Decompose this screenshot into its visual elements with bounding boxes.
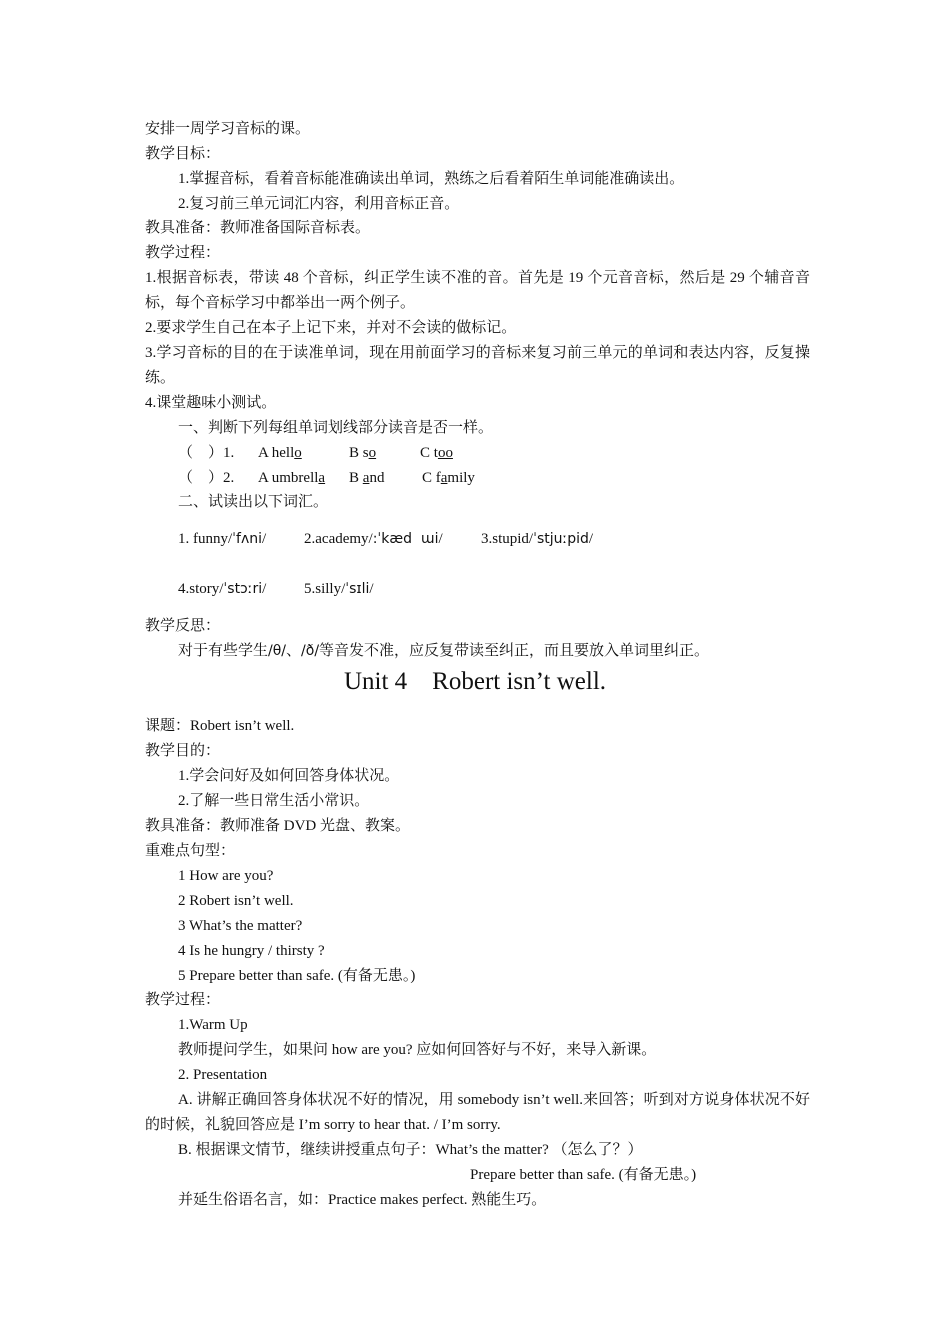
vocab-item: 5.silly/ˈsɪli/	[304, 581, 374, 597]
key-sentence: 4 Is he hungry / thirsty ?	[178, 943, 325, 959]
question-number: （ ）2.	[178, 470, 235, 486]
step-item: 3.学习音标的目的在于读准单词，现在用前面学习的音标来复习前三单元的单词和表达内容，反复操练。	[145, 345, 810, 386]
option-a: A umbrella	[258, 470, 326, 486]
presentation-b: B. 根据课文情节，继续讲授重点句子：What’s the matter? （怎么了？）	[178, 1142, 643, 1158]
unit-title: Unit 4 Robert isn’t well.	[343, 668, 607, 695]
key-sentence: 1 How are you?	[178, 868, 274, 884]
goal-item: 1.学会问好及如何回答身体状况。	[178, 768, 400, 784]
goal-heading: 教学目的：	[145, 743, 221, 759]
presentation-b-line2: Prepare better than safe. (有备无患。)	[470, 1167, 697, 1183]
step-item: 2.要求学生自己在本子上记下来，并对不会读的做标记。	[145, 320, 517, 336]
option-b: B and	[349, 470, 385, 486]
reflection-heading: 教学反思：	[145, 618, 221, 634]
intro-line: 安排一周学习音标的课。	[145, 121, 311, 137]
extend-line: 并延生俗语名言，如：Practice makes perfect. 熟能生巧。	[178, 1192, 547, 1208]
vocab-item: 1. funny/ˈfʌni/	[178, 531, 267, 547]
step-item: 1.根据音标表，带读 48 个音标，纠正学生读不准的音。首先是 19 个元音音标，然后是 29 个辅音音标，每个音标学习中都举出一两个例子。	[145, 270, 810, 311]
vocab-item: 2.academy/:ˈkæd ɯi/	[304, 531, 443, 547]
warmup-title: 1.Warm Up	[178, 1017, 248, 1033]
quiz-question-2	[178, 466, 843, 491]
prep-line: 教具准备：教师准备国际音标表。	[145, 220, 371, 236]
goal-item: 2.了解一些日常生活小常识。	[178, 793, 370, 809]
unit-topic: 课题：Robert isn’t well.	[145, 718, 295, 734]
presentation-title: 2. Presentation	[178, 1067, 268, 1083]
vocab-row	[178, 527, 843, 552]
unit-process-heading: 教学过程：	[145, 992, 221, 1008]
key-heading: 重难点句型：	[145, 843, 236, 859]
quiz-part2-title: 二、试读出以下词汇。	[178, 494, 329, 510]
option-a: A hello	[258, 445, 302, 461]
key-sentence: 5 Prepare better than safe. (有备无患。)	[178, 968, 416, 984]
step-item: 4.课堂趣味小测试。	[145, 395, 277, 411]
quiz-question-1	[178, 441, 843, 466]
process-heading: 教学过程：	[145, 245, 221, 261]
option-c: C too	[420, 445, 453, 461]
objectives-heading: 教学目标：	[145, 146, 221, 162]
presentation-a: A. 讲解正确回答身体状况不好的情况，用 somebody isn’t well.来回答；听到对方说身体状况不好的时候，礼貌回答应是 I’m sorry to hear that. / I’m sorry.	[145, 1092, 810, 1133]
key-sentence: 2 Robert isn’t well.	[178, 893, 294, 909]
question-number: （ ）1.	[178, 445, 235, 461]
option-c: C family	[422, 470, 475, 486]
objective-item: 1.掌握音标，看着音标能准确读出单词，熟练之后看着陌生单词能准确读出。	[178, 171, 685, 187]
unit-prep: 教具准备：教师准备 DVD 光盘、教案。	[145, 818, 410, 834]
vocab-row	[178, 577, 843, 602]
warmup-text: 教师提问学生，如果问 how are you? 应如何回答好与不好，来导入新课。	[178, 1042, 657, 1058]
quiz-part1-title: 一、判断下列每组单词划线部分读音是否一样。	[178, 420, 494, 436]
objective-item: 2.复习前三单元词汇内容，利用音标正音。	[178, 196, 460, 212]
option-b: B so	[349, 445, 377, 461]
vocab-item: 3.stupid/ˈstjuːpid/	[481, 531, 594, 547]
key-sentence: 3 What’s the matter?	[178, 918, 303, 934]
reflection-text: 对于有些学生/θ/、/ð/等音发不准，应反复带读至纠正，而且要放入单词里纠正。	[178, 643, 710, 659]
vocab-item: 4.story/ˈstɔːri/	[178, 581, 267, 597]
